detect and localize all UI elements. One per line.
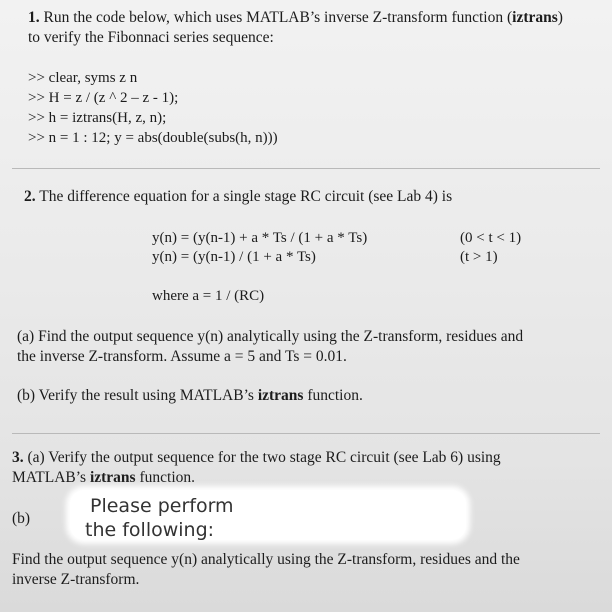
overlay-note-line-1: Please perform xyxy=(90,495,234,517)
code-line: >> h = iztrans(H, z, n); xyxy=(28,110,167,126)
question-2-intro xyxy=(24,187,452,207)
iztrans-keyword: iztrans xyxy=(257,387,304,404)
code-line: >> H = z / (z ^ 2 – z - 1); xyxy=(28,90,179,106)
question-1-number: 1. xyxy=(28,9,40,26)
question-3-part-b xyxy=(12,550,608,590)
question-1-line-1-close: ) xyxy=(557,9,563,26)
difference-equation-2: y(n) = (y(n-1) / (1 + a * Ts) xyxy=(152,249,316,265)
difference-equation-1: y(n) = (y(n-1) + a * Ts / (1 + a * Ts) xyxy=(152,230,368,246)
iztrans-keyword: iztrans xyxy=(512,9,558,26)
overlay-note-line-2: the following: xyxy=(85,519,215,541)
section-divider xyxy=(12,433,600,434)
question-2-part-b-text: (b) Verify the result using MATLAB’s xyxy=(17,387,258,404)
question-2-number: 2. xyxy=(24,188,36,205)
question-3-part-b-line-1: Find the output sequence y(n) analytically using the Z-transform, residues and the xyxy=(12,551,520,568)
question-1-line-1-text: Run the code below, which uses MATLAB’s inverse Z-transform function ( xyxy=(43,9,513,26)
question-2-part-a xyxy=(17,327,607,367)
iztrans-keyword: iztrans xyxy=(89,469,136,486)
code-line: >> clear, syms z n xyxy=(28,70,138,86)
question-3-line-2-text: MATLAB’s xyxy=(12,469,90,486)
question-2-intro-text: The difference equation for a single stage RC circuit (see Lab 4) is xyxy=(39,188,453,205)
difference-equation-1-condition: (0 < t < 1) xyxy=(460,230,522,246)
question-2-part-b-end: function. xyxy=(303,387,363,404)
question-3-line-2 xyxy=(12,468,607,488)
matlab-code-block xyxy=(28,68,278,148)
question-3-line-2-end: function. xyxy=(135,469,195,486)
question-3-part-b-label: (b) xyxy=(12,510,31,527)
question-3-part-b-line-2: inverse Z-transform. xyxy=(12,571,140,588)
question-2-part-a-line-2: the inverse Z-transform. Assume a = 5 and Ts = 0.01. xyxy=(17,348,347,365)
question-3-line-1 xyxy=(12,448,607,468)
question-2-part-a-line-1: (a) Find the output sequence y(n) analytically using the Z-transform, residues and xyxy=(17,328,524,345)
question-1-text xyxy=(28,8,608,48)
code-line: >> n = 1 : 12; y = abs(double(subs(h, n))) xyxy=(28,130,278,146)
question-1-line-1 xyxy=(28,8,608,28)
rc-definition: where a = 1 / (RC) xyxy=(152,288,265,304)
question-1-line-2: to verify the Fibonnaci series sequence: xyxy=(28,29,274,46)
difference-equation-2-condition: (t > 1) xyxy=(460,249,498,265)
section-divider xyxy=(12,168,600,169)
question-2-part-b xyxy=(17,386,363,406)
question-3-line-1-text: (a) Verify the output sequence for the two stage RC circuit (see Lab 6) using xyxy=(27,449,501,466)
question-3-number: 3. xyxy=(12,449,24,466)
question-3-part-a xyxy=(12,448,607,488)
